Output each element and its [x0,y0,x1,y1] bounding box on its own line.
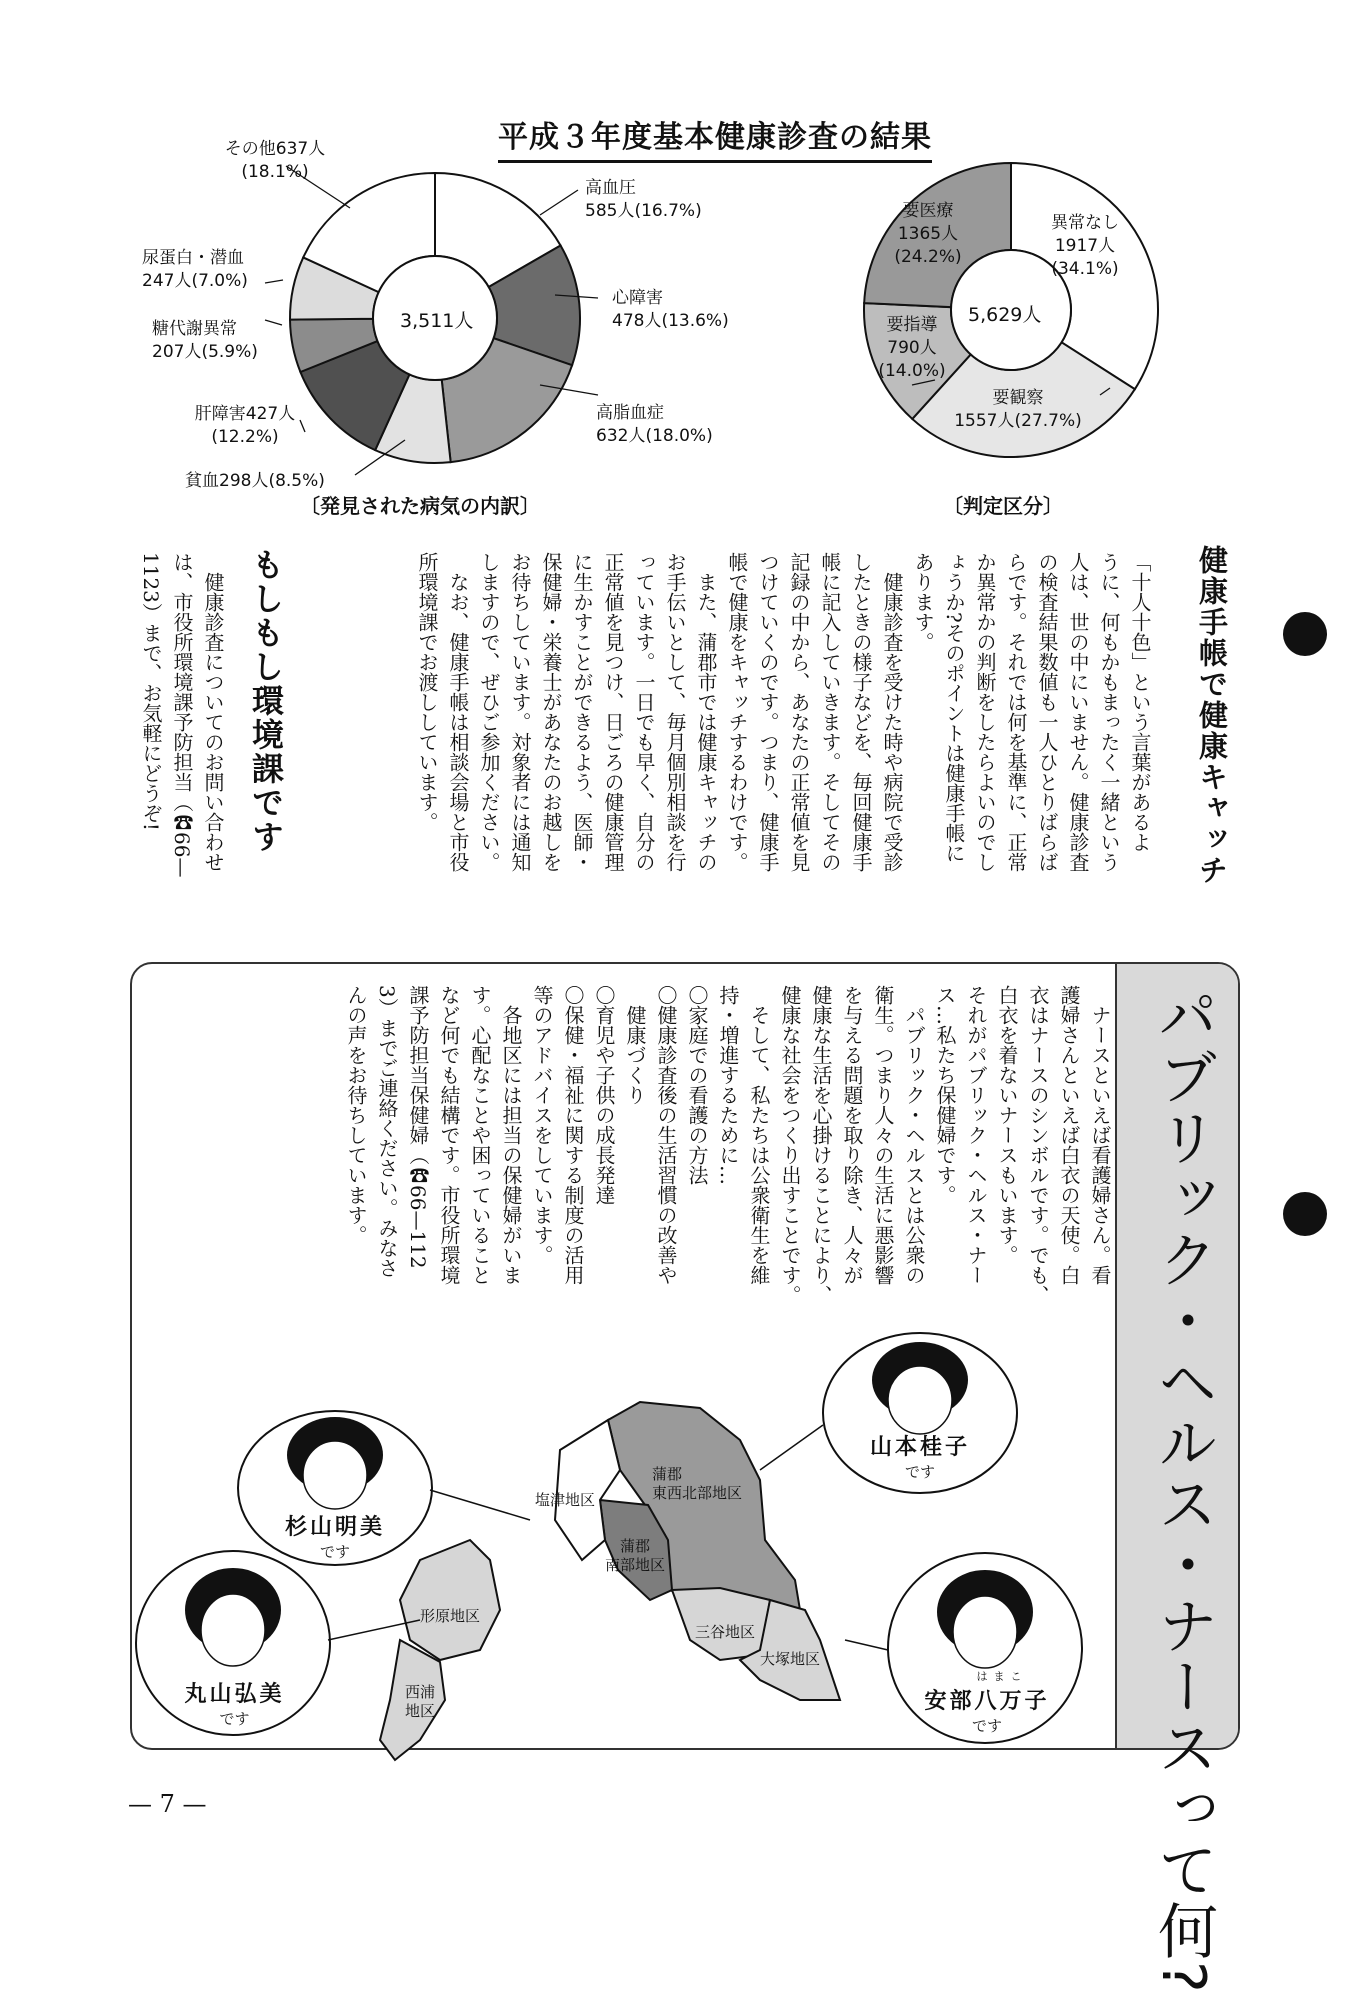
label-other: その他637人 (18.1%) [224,139,326,182]
article3-line: を与える問題を取り除き、人々が [840,985,864,1285]
article1-line: 健康診査を受けた時や病院で受診 [880,552,904,872]
article3-line: パブリック・ヘルスとは公衆の [902,985,926,1285]
binder-hole-bottom [1283,1192,1327,1236]
nurse-sugiyama: 杉山明美 です [284,1515,385,1561]
article1-line: っています。一日でも早く、自分の [632,552,656,872]
map-label-nishiura: 西浦 地区 [405,1683,436,1720]
article3-line: ス…私たち保健婦です。 [933,985,957,1205]
article3-line: 〇保健・福祉に関する制度の活用 [561,985,585,1285]
article2-line: 健康診査についてのお問い合わせ [201,552,225,872]
label-observe: 要観察 1557人(27.7%) [954,388,1082,431]
map-katahara [400,1540,500,1660]
article1-line: なお、健康手帳は相談会場と市役 [446,552,470,872]
label-medical: 要医療 1365人 (24.2%) [894,201,962,267]
article1-line: か異常かの判断をしたらよいのでし [973,552,997,872]
article1-line: うに、何もかもまったく一緒という [1097,552,1121,872]
article1-line: お待ちしています。対象者には通知 [508,552,532,872]
article1-line: ょうか?そのポイントは健康手帳に [942,552,966,863]
article3-line: 課予防担当保健婦（☎66—112 [406,985,430,1269]
article1-line: 記録の中から、あなたの正常値を見 [787,552,811,872]
article1-line: らです。それでは何を基準に、正常 [1004,552,1028,872]
article3-line: 健康づくり [623,985,647,1105]
map-label-gamagori-s: 蒲郡 南部地区 [605,1537,666,1574]
nurse-abe-ruby: はまこ [976,1670,1028,1683]
article2-heading: もしもし環境課です [247,548,285,854]
page-title: 平成３年度基本健康診査の結果 [498,112,932,163]
article3-line: 等のアドバイスをしています。 [530,985,554,1265]
article1-line: 帳で健康をキャッチするわけです。 [725,552,749,872]
article1-line: お手伝いとして、毎月個別相談を行 [663,552,687,872]
label-hypertension: 高血圧 585人(16.7%) [585,178,702,221]
map-label-otsuka: 大塚地区 [760,1650,821,1668]
disease-caption: 〔発見された病気の内訳〕 [300,494,540,518]
map-label-miya: 三谷地区 [695,1623,756,1641]
map-label-shiotsu: 塩津地区 [535,1491,596,1509]
article3-line: んの声をお待ちしています。 [344,985,368,1245]
label-anemia: 貧血298人(8.5%) [185,471,325,491]
article3-line: 〇育児や子供の成長発達 [592,985,616,1205]
article3-line: 健康な生活を心掛けることにより、 [809,985,833,1305]
article3-line: 衛生。つまり人々の生活に悪影響 [871,985,895,1285]
article3-line: 〇健康診査後の生活習慣の改善や [654,985,678,1285]
article2-line: 1123）まで、お気軽にどうぞ! [139,552,163,831]
article3-line: 護婦さんといえば白衣の天使。白 [1057,985,1081,1285]
article3-line: そして、私たちは公衆衛生を維 [747,985,771,1285]
page-number: — 7 — [128,1790,207,1818]
article3-line: など何でも結構です。市役所環境 [437,985,461,1285]
article1-line: 正常値を見つけ、日ごろの健康管理 [601,552,625,872]
article1-line: に生かすことができるよう、医師・ [570,552,594,872]
label-urine: 尿蛋白・潜血 247人(7.0%) [142,248,248,291]
label-liver: 肝障害427人 (12.2%) [194,404,296,447]
article3-line: 衣はナースのシンボルです。でも、 [1026,985,1050,1305]
district-map [380,1402,840,1760]
article1-line: あります。 [911,552,935,652]
article3-line: す。心配なことや困っていること [468,985,492,1285]
article1-line: したときの様子などを、毎回健康手 [849,552,873,872]
article3-line: それがパブリック・ヘルス・ナー [964,985,988,1285]
article1-line: また、蒲郡市では健康キャッチの [694,552,718,872]
judgement-caption: 〔判定区分〕 [943,494,1063,518]
label-guidance: 要指導 790人 (14.0%) [878,315,946,381]
article1-line: 人は、世の中にいません。健康診査 [1066,552,1090,872]
article1-line: 所環境課でお渡ししています。 [415,552,439,832]
map-label-gamagori-ew: 蒲郡 東西北部地区 [652,1465,743,1502]
article3-line: ナースといえば看護婦さん。看 [1088,985,1112,1285]
label-normal: 異常なし 1917人 (34.1%) [1051,213,1119,279]
nurse-yamamoto: 山本桂子 です [869,1435,970,1481]
label-sugar: 糖代謝異常 207人(5.9%) [152,319,258,362]
article3-line: 各地区には担当の保健婦がいま [499,985,523,1285]
binder-hole-top [1283,612,1327,656]
article1-line: 「十人十色」という言葉があるよ [1128,552,1152,852]
article1-line: 帳に記入していきます。そしてその [818,552,842,872]
article1-heading: 健康手帳で健康キャッチ [1195,545,1229,886]
article1-line: 保健婦・栄養士があなたのお越しを [539,552,563,872]
article3-line: 〇家庭での看護の方法 [685,985,709,1185]
article3-line: 持・増進するために… [716,985,740,1185]
article1-line: しますので、ぜひご参加ください。 [477,552,501,872]
map-label-katahara: 形原地区 [420,1607,481,1625]
article3-line: 白衣を着ないナースもいます。 [995,985,1019,1265]
article3-heading: パブリック・ヘルス・ナースって何? [1148,985,1218,1994]
article3-line: 3）までご連絡ください。みなさ [375,985,399,1278]
disease-total-label: 3,511人 [400,310,474,332]
article1-line: つけていくのです。つまり、健康手 [756,552,780,872]
label-heart: 心障害 478人(13.6%) [612,288,729,331]
label-lipid: 高脂血症 632人(18.0%) [596,403,713,446]
judgement-total-label: 5,629人 [968,304,1042,326]
nurse-maruyama: 丸山弘美 です [184,1682,285,1728]
article1-line: の検査結果数値も一人ひとりばらば [1035,552,1059,872]
article3-line: 健康な社会をつくり出すことです。 [778,985,802,1305]
article2-line: は、市役所環境課予防担当（☎66— [170,552,194,878]
nurse-abe: はまこ 安部八万子 です [912,1668,1062,1736]
